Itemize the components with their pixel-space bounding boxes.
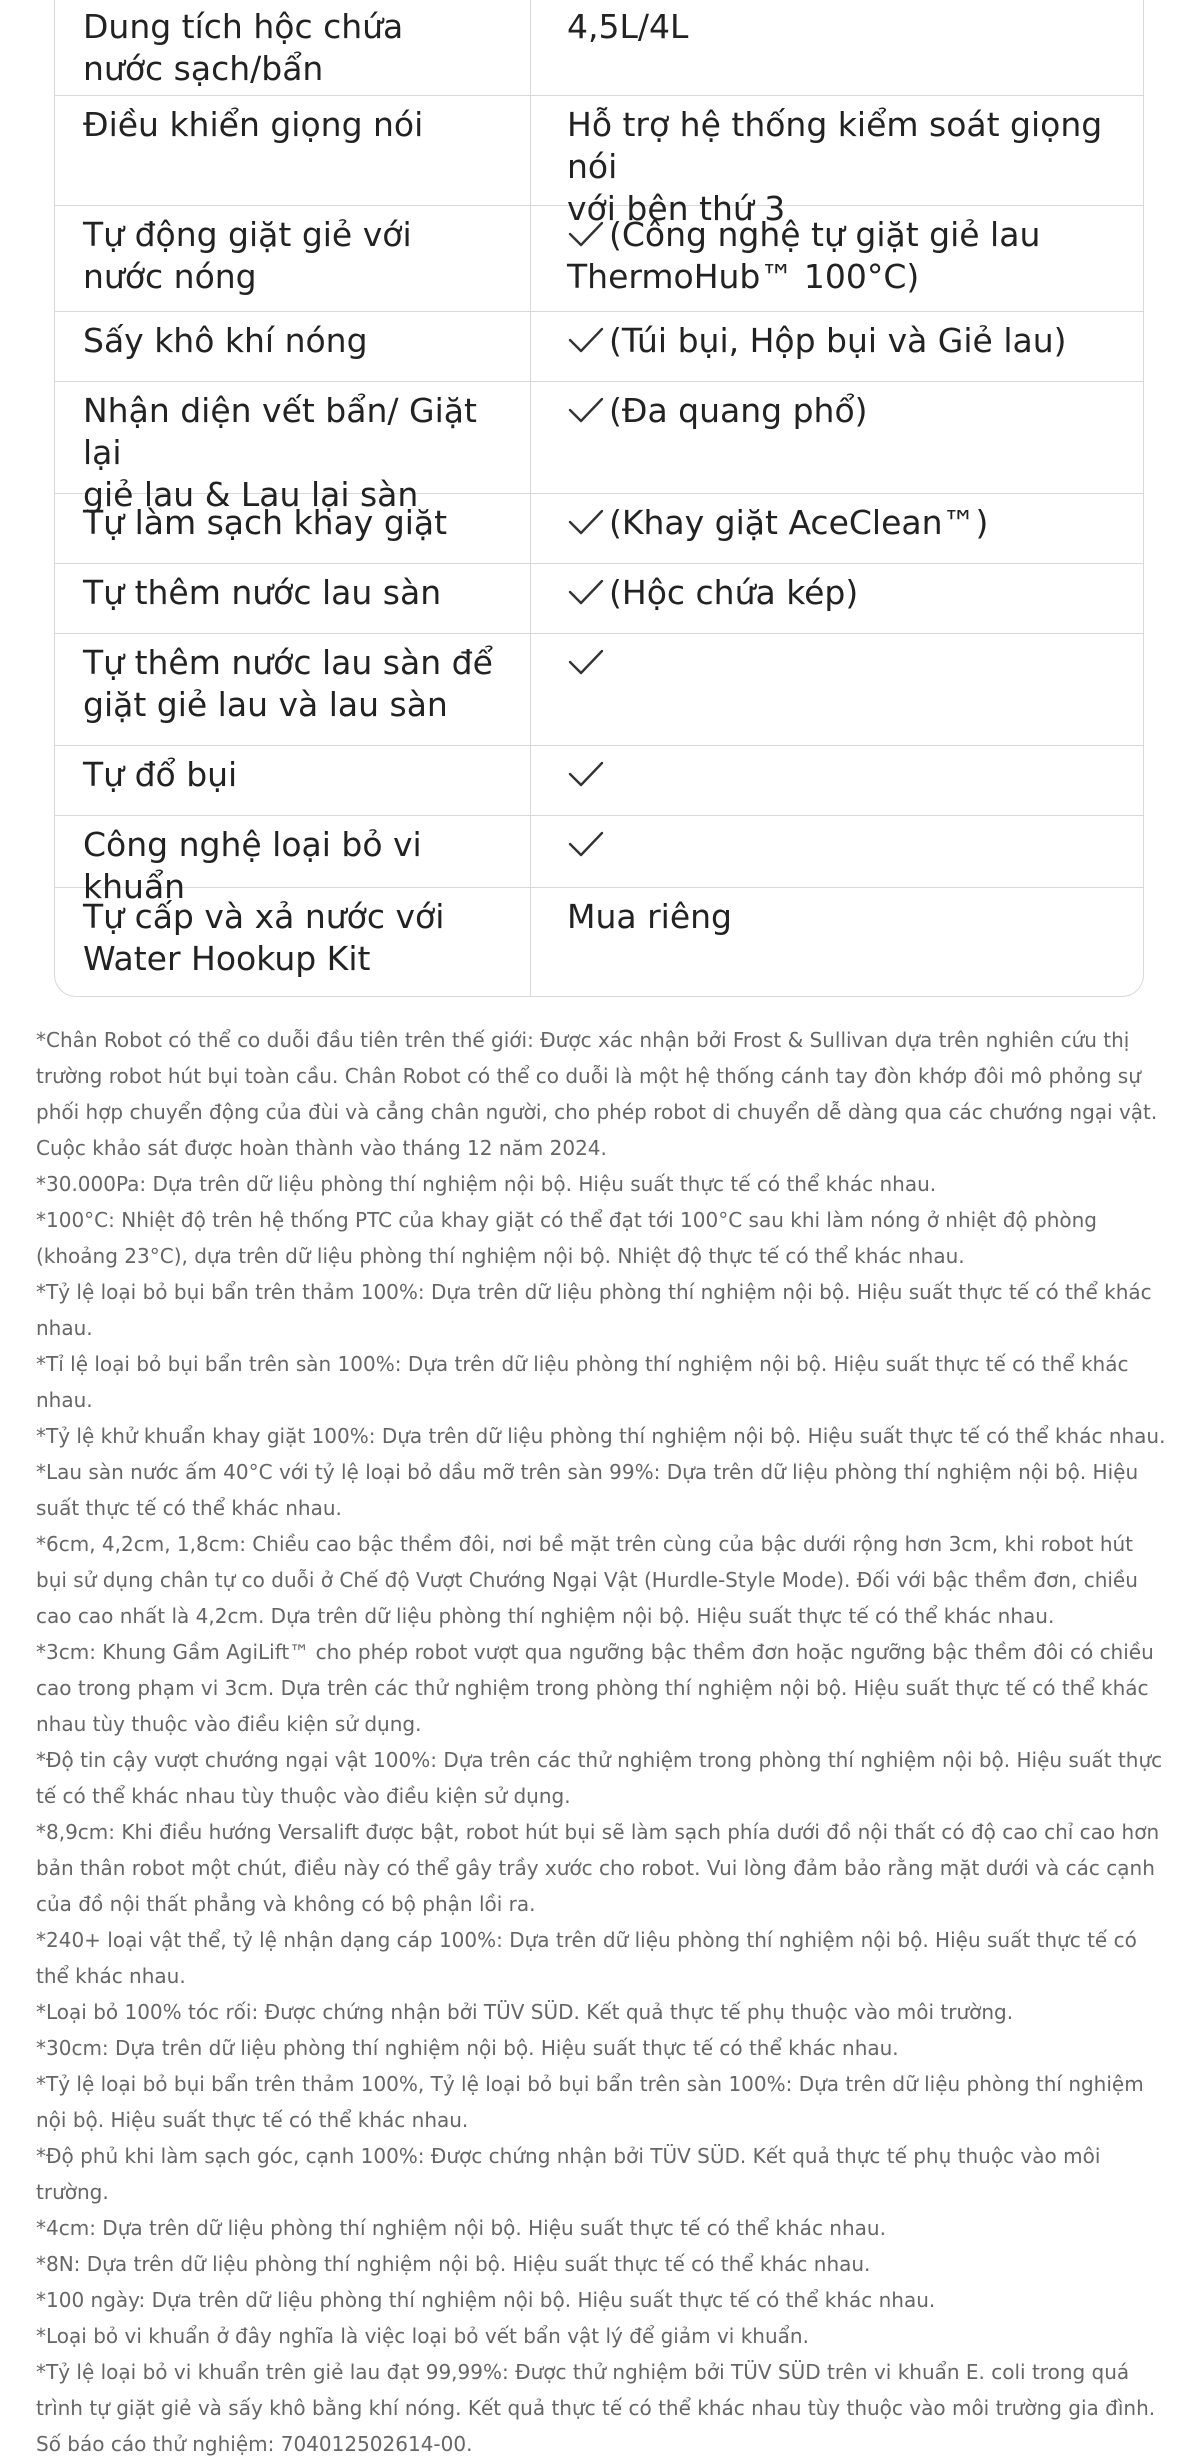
footnote: *240+ loại vật thể, tỷ lệ nhận dạng cáp 100%: Dựa trên dữ liệu phòng thí nghiệm nội bộ. Hiệu suất thực tế có thể khác nhau.	[36, 1928, 1137, 1988]
spec-row	[55, 888, 1143, 996]
check-icon	[567, 829, 605, 859]
check-icon	[567, 219, 605, 249]
footnote: *Tỷ lệ loại bỏ bụi bẩn trên thảm 100%: Dựa trên dữ liệu phòng thí nghiệm nội bộ. Hiệu suất thực tế có thể khác nhau.	[36, 1280, 1152, 1340]
spec-value	[531, 634, 1143, 745]
spec-value-text: 4,5L/4L	[567, 7, 689, 46]
spec-value	[531, 494, 1143, 563]
footnote: *Chân Robot có thể co duỗi đầu tiên trên thế giới: Được xác nhận bởi Frost & Sullivan dựa trên nghiên cứu thị trường robot hút bụi toàn cầu. Chân Robot có thể co duỗi là một hệ thống cánh tay đòn khớp đôi mô phỏng sự phối hợp chuyển động của đùi và cẳng chân người, cho phép robot di chuyển dễ dàng qua các chướng ngại vật. Cuộc khảo sát được hoàn thành vào tháng 12 năm 2024.	[36, 1028, 1158, 1160]
footnote: *30cm: Dựa trên dữ liệu phòng thí nghiệm nội bộ. Hiệu suất thực tế có thể khác nhau.	[36, 2036, 899, 2060]
spec-value-text: (Khay giặt AceClean™)	[609, 503, 989, 542]
footnote: *Lau sàn nước ấm 40°C với tỷ lệ loại bỏ dầu mỡ trên sàn 99%: Dựa trên dữ liệu phòng thí nghiệm nội bộ. Hiệu suất thực tế có thể khác nhau.	[36, 1460, 1139, 1520]
footnote: *3cm: Khung Gầm AgiLift™ cho phép robot vượt qua ngưỡng bậc thềm đơn hoặc ngưỡng bậc thềm đôi có chiều cao trong phạm vi 3cm. Dựa trên các thử nghiệm trong phòng thí nghiệm nội bộ. Hiệu suất thực tế có thể khác nhau tùy thuộc vào điều kiện sử dụng.	[36, 1640, 1154, 1736]
footnote: *Loại bỏ vi khuẩn ở đây nghĩa là việc loại bỏ vết bẩn vật lý để giảm vi khuẩn.	[36, 2324, 809, 2348]
spec-value-text: (Đa quang phổ)	[609, 391, 868, 430]
footnote: *8N: Dựa trên dữ liệu phòng thí nghiệm nội bộ. Hiệu suất thực tế có thể khác nhau.	[36, 2252, 871, 2276]
spec-label: Tự cấp và xả nước với Water Hookup Kit	[55, 888, 531, 996]
spec-label: Điều khiển giọng nói	[55, 96, 531, 205]
spec-value	[531, 746, 1143, 815]
spec-value-text: (Hộc chứa kép)	[609, 573, 859, 612]
spec-row	[55, 816, 1143, 906]
spec-row	[55, 634, 1143, 746]
spec-label: Công nghệ loại bỏ vi khuẩn	[55, 816, 531, 887]
footnote: *100 ngày: Dựa trên dữ liệu phòng thí nghiệm nội bộ. Hiệu suất thực tế có thể khác nhau.	[36, 2288, 936, 2312]
spec-value-text: (Công nghệ tự giặt giẻ lau ThermoHub™ 100°C)	[567, 215, 1041, 296]
spec-row	[55, 0, 1143, 96]
spec-value	[531, 312, 1143, 381]
footnote: *Độ tin cậy vượt chướng ngại vật 100%: Dựa trên các thử nghiệm trong phòng thí nghiệm nội bộ. Hiệu suất thực tế có thể khác nhau tùy thuộc vào điều kiện sử dụng.	[36, 1748, 1163, 1808]
spec-label: Tự làm sạch khay giặt	[55, 494, 531, 563]
check-icon	[567, 395, 605, 425]
footnote: *Tỷ lệ khử khuẩn khay giặt 100%: Dựa trên dữ liệu phòng thí nghiệm nội bộ. Hiệu suất thực tế có thể khác nhau.	[36, 1424, 1166, 1448]
footnote: *8,9cm: Khi điều hướng Versalift được bật, robot hút bụi sẽ làm sạch phía dưới đồ nội thất có độ cao chỉ cao hơn bản thân robot một chút, điều này có thể gây trầy xước cho robot. Vui lòng đảm bảo rằng mặt dưới và các cạnh của đồ nội thất phẳng và không có bộ phận lồi ra.	[36, 1820, 1160, 1916]
spec-label: Tự thêm nước lau sàn để giặt giẻ lau và lau sàn	[55, 634, 531, 745]
check-icon	[567, 577, 605, 607]
spec-row	[55, 564, 1143, 634]
spec-row	[55, 96, 1143, 228]
spec-value	[531, 206, 1143, 311]
spec-value-text: Hỗ trợ hệ thống kiểm soát giọng nói với bên thứ 3	[567, 105, 1103, 228]
footnotes	[36, 1022, 1166, 2462]
check-icon	[567, 759, 605, 789]
spec-label: Tự đổ bụi	[55, 746, 531, 815]
footnote: *4cm: Dựa trên dữ liệu phòng thí nghiệm nội bộ. Hiệu suất thực tế có thể khác nhau.	[36, 2216, 886, 2240]
spec-row	[55, 312, 1143, 382]
spec-value	[531, 888, 1143, 996]
spec-value-text: (Túi bụi, Hộp bụi và Giẻ lau)	[609, 321, 1067, 360]
spec-value	[531, 0, 1143, 95]
check-icon	[567, 647, 605, 677]
footnote: *Loại bỏ 100% tóc rối: Được chứng nhận bởi TÜV SÜD. Kết quả thực tế phụ thuộc vào môi trường.	[36, 2000, 1014, 2024]
spec-label: Sấy khô khí nóng	[55, 312, 531, 381]
check-icon	[567, 507, 605, 537]
footnote: *30.000Pa: Dựa trên dữ liệu phòng thí nghiệm nội bộ. Hiệu suất thực tế có thể khác nhau.	[36, 1172, 937, 1196]
footnote: *Tỷ lệ loại bỏ vi khuẩn trên giẻ lau đạt 99,99%: Được thử nghiệm bởi TÜV SÜD trên vi khuẩn E. coli trong quá trình tự giặt giẻ và sấy khô bằng khí nóng. Kết quả thực tế có thể khác nhau tùy thuộc vào môi trường gia đình. Số báo cáo thử nghiệm: 704012502614-00.	[36, 2360, 1156, 2456]
spec-value-text: Mua riêng	[567, 897, 732, 936]
spec-row	[55, 494, 1143, 564]
spec-label: Dung tích hộc chứa nước sạch/bẩn	[55, 0, 531, 95]
spec-label: Nhận diện vết bẩn/ Giặt lại giẻ lau & Lau lại sàn	[55, 382, 531, 493]
spec-value	[531, 816, 1143, 887]
spec-table	[54, 0, 1144, 997]
spec-row	[55, 382, 1143, 514]
footnote: *6cm, 4,2cm, 1,8cm: Chiều cao bậc thềm đôi, nơi bề mặt trên cùng của bậc dưới rộng hơn 3cm, khi robot hút bụi sử dụng chân tự co duỗi ở Chế độ Vượt Chướng Ngại Vật (Hurdle-Style Mode). Đối với bậc thềm đơn, chiều cao cao nhất là 4,2cm. Dựa trên dữ liệu phòng thí nghiệm nội bộ. Hiệu suất thực tế có thể khác nhau.	[36, 1532, 1138, 1628]
spec-value	[531, 382, 1143, 493]
check-icon	[567, 325, 605, 355]
spec-label: Tự động giặt giẻ với nước nóng	[55, 206, 531, 311]
spec-value	[531, 96, 1143, 228]
spec-row	[55, 206, 1143, 312]
footnote: *Tỷ lệ loại bỏ bụi bẩn trên thảm 100%, Tỷ lệ loại bỏ bụi bẩn trên sàn 100%: Dựa trên dữ liệu phòng thí nghiệm nội bộ. Hiệu suất thực tế có thể khác nhau.	[36, 2072, 1144, 2132]
spec-row	[55, 746, 1143, 816]
footnote: *Tỉ lệ loại bỏ bụi bẩn trên sàn 100%: Dựa trên dữ liệu phòng thí nghiệm nội bộ. Hiệu suất thực tế có thể khác nhau.	[36, 1352, 1129, 1412]
spec-label: Tự thêm nước lau sàn	[55, 564, 531, 633]
footnote: *100°C: Nhiệt độ trên hệ thống PTC của khay giặt có thể đạt tới 100°C sau khi làm nóng ở nhiệt độ phòng (khoảng 23°C), dựa trên dữ liệu phòng thí nghiệm nội bộ. Nhiệt độ thực tế có thể khác nhau.	[36, 1208, 1097, 1268]
spec-value	[531, 564, 1143, 633]
footnote: *Độ phủ khi làm sạch góc, cạnh 100%: Được chứng nhận bởi TÜV SÜD. Kết quả thực tế phụ thuộc vào môi trường.	[36, 2144, 1101, 2204]
